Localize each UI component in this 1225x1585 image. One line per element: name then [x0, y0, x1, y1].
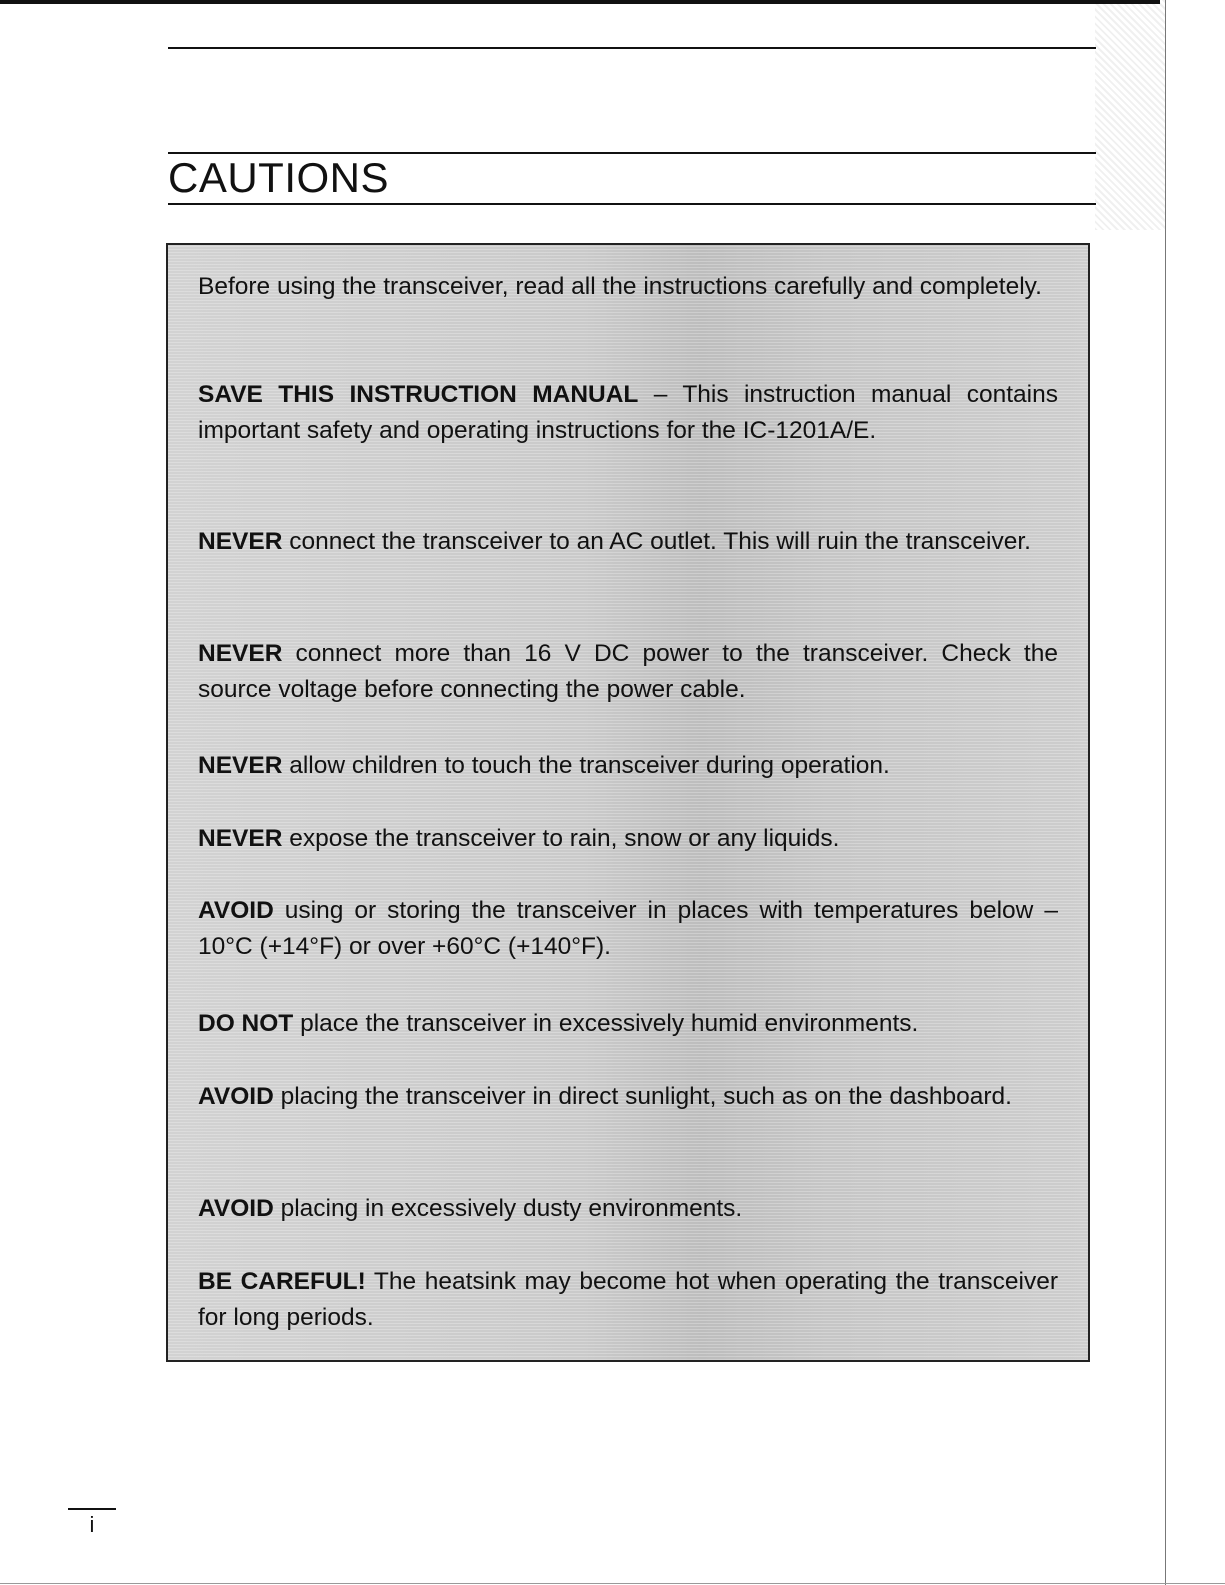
- page-top-edge: [0, 0, 1160, 4]
- caution-item-dust: [198, 1191, 1058, 1227]
- page-title: CAUTIONS: [168, 154, 390, 201]
- caution-text: using or storing the transceiver in places with temperatures below –10°C (+14°F) or over +60°C (+140°F).: [198, 897, 1058, 960]
- caution-keyword: AVOID: [198, 1083, 274, 1110]
- caution-item-heatsink: [198, 1264, 1058, 1336]
- caution-item-liquids: [198, 821, 1058, 857]
- caution-keyword: AVOID: [198, 1195, 274, 1222]
- page-right-edge: [1165, 0, 1166, 1585]
- caution-box: [166, 243, 1090, 1362]
- caution-text: The heatsink may become hot when operating the transceiver for long periods.: [198, 1268, 1059, 1331]
- caution-item-save-manual: [198, 377, 1058, 449]
- page-bottom-edge: [0, 1583, 1225, 1584]
- caution-item-sunlight: [198, 1079, 1058, 1115]
- caution-item-children: [198, 748, 1058, 784]
- caution-item-dc-power: [198, 636, 1058, 708]
- caution-text: placing in excessively dusty environments.: [273, 1195, 743, 1222]
- header-rule-top: [168, 47, 1096, 49]
- caution-keyword: AVOID: [198, 897, 274, 924]
- caution-text: connect more than 16 V DC power to the transceiver. Check the source voltage before connecting the power cable.: [198, 640, 1058, 703]
- caution-keyword: NEVER: [198, 640, 283, 667]
- caution-text: placing the transceiver in direct sunlight, such as on the dashboard.: [273, 1083, 1012, 1110]
- caution-text: place the transceiver in excessively humid environments.: [293, 1010, 919, 1037]
- caution-item-humidity: [198, 1006, 1058, 1042]
- caution-keyword: NEVER: [198, 825, 283, 852]
- caution-keyword: NEVER: [198, 528, 283, 555]
- caution-text: Before using the transceiver, read all the instructions carefully and completely.: [198, 273, 1042, 300]
- page-number: i: [68, 1508, 116, 1540]
- caution-text: expose the transceiver to rain, snow or any liquids.: [282, 825, 840, 852]
- caution-keyword: NEVER: [198, 752, 283, 779]
- caution-keyword: DO NOT: [198, 1010, 294, 1037]
- caution-text: connect the transceiver to an AC outlet. This will ruin the transceiver.: [282, 528, 1031, 555]
- caution-text: – This instruction manual contains important safety and operating instructions for the IC-1201A/E.: [198, 381, 1058, 444]
- title-rule-below: [168, 203, 1096, 205]
- scan-edge-noise: [1095, 0, 1165, 230]
- caution-item-temperature: [198, 893, 1058, 965]
- caution-text: allow children to touch the transceiver during operation.: [282, 752, 890, 779]
- caution-keyword: SAVE THIS INSTRUCTION MANUAL: [198, 381, 639, 408]
- caution-keyword: BE CAREFUL!: [198, 1268, 366, 1295]
- caution-item-read-instructions: [198, 269, 1058, 305]
- caution-item-ac-outlet: [198, 524, 1058, 560]
